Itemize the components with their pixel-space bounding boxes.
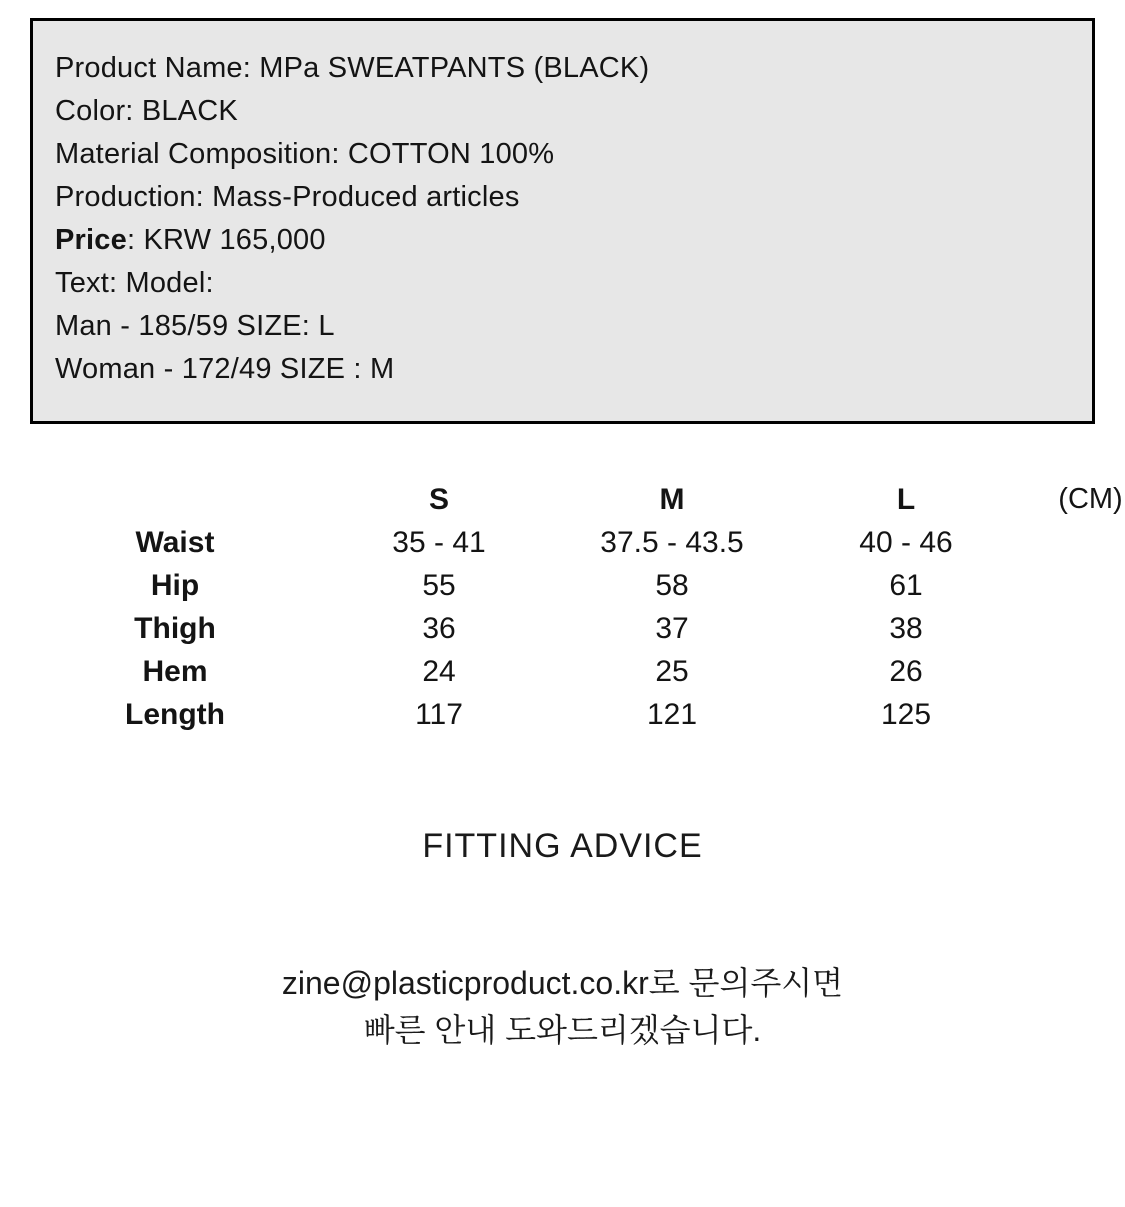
info-line-text: Material Composition: COTTON 100%	[55, 138, 555, 170]
table-row-waist	[60, 521, 1125, 564]
size-col-header-l: L	[896, 482, 916, 516]
size-col-header-m: M	[659, 482, 685, 516]
info-line-model-woman	[55, 348, 1074, 391]
price-label: Price	[55, 224, 127, 256]
cell-hip-l: 61	[889, 568, 923, 602]
table-row-length	[60, 693, 1125, 736]
cell-hem-l: 26	[889, 654, 923, 688]
cell-length-l: 125	[880, 697, 932, 731]
table-row-hip	[60, 564, 1125, 607]
size-table	[60, 478, 1125, 736]
contact-message-line: 빠른 안내 도와드리겠습니다.	[363, 1012, 762, 1048]
table-row-hem	[60, 650, 1125, 693]
info-line-text: Product Name: MPa SWEATPANTS (BLACK)	[55, 52, 650, 84]
unit-label: (CM)	[1058, 483, 1123, 515]
cell-thigh-m: 37	[655, 611, 689, 645]
table-row-thigh	[60, 607, 1125, 650]
header-empty-cell	[60, 478, 290, 521]
size-col-header-s: S	[428, 482, 449, 516]
info-line-model-man	[55, 305, 1074, 348]
contact-email-line: zine@plasticproduct.co.kr로 문의주시면	[281, 965, 844, 1001]
row-label-hem: Hem	[142, 654, 208, 688]
info-line-color	[55, 90, 1074, 133]
cell-hem-m: 25	[655, 654, 689, 688]
empty-cell	[1056, 693, 1125, 736]
cell-hip-m: 58	[655, 568, 689, 602]
info-line-material	[55, 133, 1074, 176]
price-value: : KRW 165,000	[126, 224, 326, 256]
info-line-text: Man - 185/59 SIZE: L	[55, 310, 335, 342]
cell-length-s: 117	[415, 697, 463, 731]
empty-cell	[1056, 650, 1125, 693]
cell-waist-s: 35 - 41	[392, 525, 486, 559]
size-table-header-row	[60, 478, 1125, 521]
empty-cell	[1056, 564, 1125, 607]
cell-waist-l: 40 - 46	[859, 525, 953, 559]
info-line-text: Woman - 172/49 SIZE : M	[55, 353, 395, 385]
cell-hip-s: 55	[422, 568, 456, 602]
contact-info	[0, 960, 1125, 1054]
fitting-advice-heading: FITTING ADVICE	[422, 827, 703, 865]
product-info-box	[30, 18, 1095, 424]
info-line-product-name	[55, 47, 1074, 90]
row-label-length: Length	[125, 697, 225, 731]
info-line-text: Production: Mass-Produced articles	[55, 181, 520, 213]
info-line-text: Text: Model:	[55, 267, 214, 299]
cell-thigh-s: 36	[422, 611, 456, 645]
cell-waist-m: 37.5 - 43.5	[600, 525, 744, 559]
empty-cell	[1056, 607, 1125, 650]
cell-thigh-l: 38	[889, 611, 923, 645]
row-label-thigh: Thigh	[134, 611, 216, 645]
info-line-production	[55, 176, 1074, 219]
row-label-waist: Waist	[135, 525, 215, 559]
empty-cell	[1056, 521, 1125, 564]
row-label-hip: Hip	[150, 568, 200, 602]
info-line-price	[55, 219, 1074, 262]
cell-hem-s: 24	[422, 654, 456, 688]
info-line-text-model	[55, 262, 1074, 305]
cell-length-m: 121	[646, 697, 698, 731]
info-line-text: Color: BLACK	[55, 95, 238, 127]
